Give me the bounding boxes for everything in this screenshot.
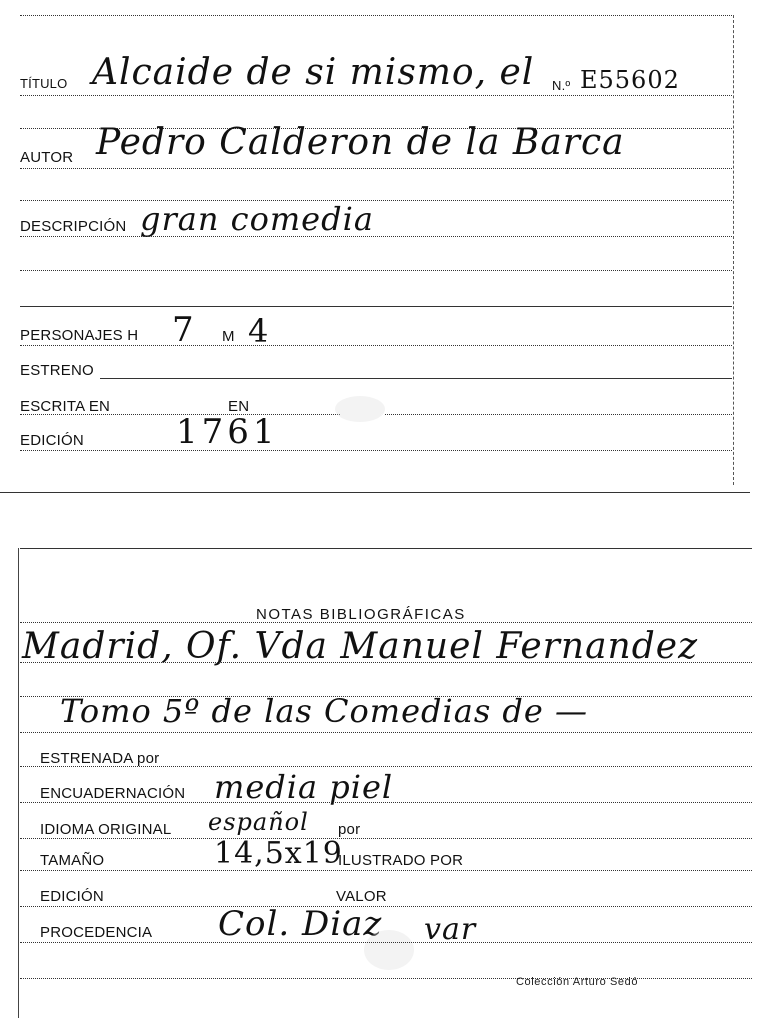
notas-title: NOTAS BIBLIOGRÁFICAS [256,606,466,623]
notas-line-2: Tomo 5º de las Comedias de — [60,692,588,730]
erased-area [364,930,414,970]
estreno-line [100,378,732,379]
edicion-label: EDICIÓN [40,888,104,905]
escrita-en-label: EN [228,398,250,415]
tamano-line [20,870,752,871]
notas-line [20,732,752,733]
autor-label: AUTOR [20,149,74,166]
notas-line [20,662,752,663]
ilustrado-label: ILUSTRADO POR [338,852,464,869]
escrita-line-2 [385,414,732,415]
card-top-edge [20,15,732,16]
edicion-line [20,906,752,907]
encuadernacion-label: ENCUADERNACIÓN [40,785,186,802]
autor-value: Pedro Calderon de la Barca [96,122,625,163]
collection-footer: Colección Arturo Sedó [516,976,639,988]
numero-label: N.º [552,78,571,93]
idioma-line [20,838,752,839]
titulo-label: TÍTULO [20,76,68,91]
personajes-line [20,345,732,346]
descripcion-value: gran comedia [140,200,374,238]
encuadernacion-value: media piel [214,768,394,806]
rule-line [20,306,732,307]
personajes-m-label: M [222,328,235,345]
idioma-label: IDIOMA ORIGINAL [40,821,172,838]
edicion-label: EDICIÓN [20,432,84,449]
idioma-value: español [208,808,309,836]
notas-line-1: Madrid, Of. Vda Manuel Fernandez [22,626,699,667]
bottom-catalog-card [0,500,759,1028]
personajes-label: PERSONAJES H [20,327,139,344]
card-bottom-edge [0,492,750,493]
estrenada-line [20,766,752,767]
numero-value: E55602 [580,66,680,94]
rule-line [20,978,752,979]
notas-line [20,622,752,623]
erased-area [335,396,385,422]
idioma-por-label: por [338,821,361,838]
edicion-value: 1761 [176,412,279,452]
procedencia-value: Col. Diaz [218,904,383,944]
card-top-edge [20,548,752,549]
estreno-label: ESTRENO [20,362,94,379]
tamano-value: 14,5x19 [214,836,343,871]
descripcion-label: DESCRIPCIÓN [20,218,127,235]
escrita-label: ESCRITA EN [20,398,111,415]
descripcion-line [20,236,732,237]
card-right-edge [733,15,734,485]
rule-line [20,200,732,201]
titulo-line [20,95,732,96]
rule-line [20,270,732,271]
personajes-m-value: 4 [248,312,270,350]
top-catalog-card [0,0,759,500]
tamano-label: TAMAÑO [40,852,105,869]
autor-line [20,168,732,169]
personajes-h-value: 7 [172,310,195,350]
valor-label: VALOR [336,888,387,905]
procedencia-line [20,942,752,943]
encuadernacion-line [20,802,752,803]
procedencia-label: PROCEDENCIA [40,924,153,941]
procedencia-value-2: var [424,912,477,947]
estrenada-label: ESTRENADA por [40,750,160,767]
edicion-line [20,450,732,451]
titulo-value: Alcaide de si mismo, el [92,52,535,93]
card-left-edge [18,548,19,1018]
